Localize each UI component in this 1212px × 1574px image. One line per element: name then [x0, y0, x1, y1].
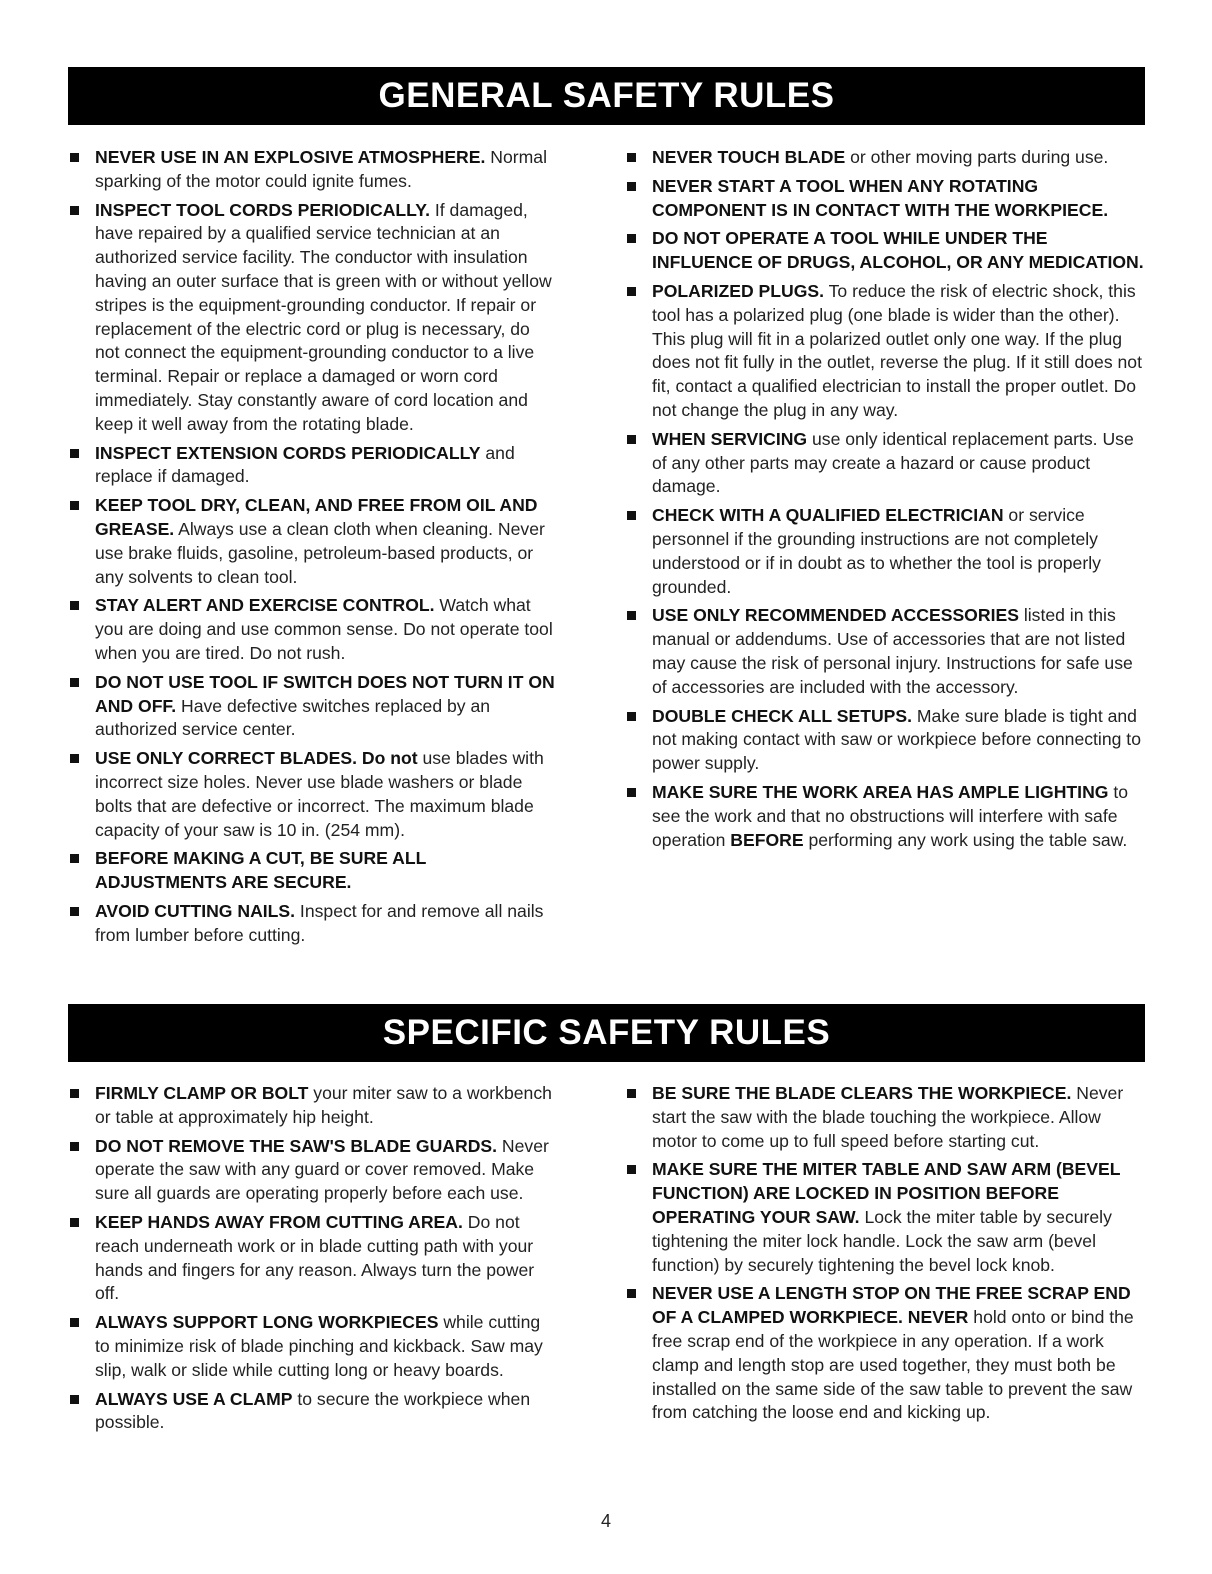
rule-item	[68, 1388, 558, 1436]
rule-item	[68, 594, 558, 665]
rule-text: use blades with incorrect size holes. Never use blade washers or blade bolts that are defective or incorrect. The maximum blade capacity of your saw is 10 in. (254 mm).	[95, 748, 544, 840]
rule-text: Have defective switches replaced by an authorized service center.	[95, 695, 491, 740]
rule-heading: MAKE SURE THE WORK AREA HAS AMPLE LIGHTING	[652, 781, 1109, 802]
rule-item	[625, 1158, 1147, 1277]
rule-text: Do not reach underneath work or in blade cutting path with your hands and fingers for any reason. Always turn the power off.	[95, 1211, 535, 1304]
specific-rules-right-column	[625, 1082, 1147, 1430]
rule-text: Normal sparking of the motor could ignite fumes.	[95, 147, 547, 191]
specific-safety-rules-title: SPECIFIC SAFETY RULES	[382, 1013, 831, 1052]
rule-text: use only identical replacement parts. Use of any other parts may create a hazard or cause product damage.	[652, 428, 1134, 497]
general-safety-rules-banner	[68, 67, 1145, 125]
rule-text: hold onto or bind the free scrap end of the workpiece in any operation. If a work clamp and length stop are used together, they must both be installed on the same side of the saw table to prevent the saw from catching the loose end and kicking up.	[652, 1307, 1134, 1423]
rule-heading: DO NOT REMOVE THE SAW'S BLADE GUARDS.	[95, 1135, 498, 1156]
rule-heading: ALWAYS USE A CLAMP	[95, 1388, 293, 1409]
rule-heading: NEVER USE IN AN EXPLOSIVE ATMOSPHERE.	[95, 147, 486, 167]
rule-heading: FIRMLY CLAMP OR BOLT	[95, 1083, 309, 1103]
rule-item	[625, 504, 1147, 599]
rule-item	[625, 1082, 1147, 1153]
rule-heading: DO NOT USE TOOL IF SWITCH DOES NOT TURN IT ON AND OFF.	[95, 671, 555, 716]
rule-item	[68, 747, 558, 842]
rule-heading: WHEN SERVICING	[652, 428, 808, 449]
rule-item	[68, 1082, 558, 1130]
page-number: 4	[600, 1511, 611, 1531]
rule-text: or other moving parts during use.	[845, 147, 1109, 167]
rule-heading: MAKE SURE THE MITER TABLE AND SAW ARM (BEVEL FUNCTION) ARE LOCKED IN POSITION BEFORE OPERATING YOUR SAW.	[652, 1159, 1121, 1227]
rule-heading: NEVER TOUCH BLADE	[652, 147, 846, 167]
rule-heading: POLARIZED PLUGS.	[652, 280, 825, 301]
general-rules-right-column	[625, 146, 1147, 857]
rule-item	[68, 1211, 558, 1306]
rule-heading: BEFORE MAKING A CUT, BE SURE ALL ADJUSTMENTS ARE SECURE.	[95, 848, 427, 893]
rule-heading: DOUBLE CHECK ALL SETUPS.	[652, 705, 913, 726]
rule-item	[68, 671, 558, 742]
rule-heading: AVOID CUTTING NAILS.	[95, 900, 296, 921]
specific-safety-rules-banner	[68, 1004, 1145, 1062]
rule-heading: STAY ALERT AND EXERCISE CONTROL.	[95, 595, 435, 616]
rule-item	[68, 1135, 558, 1206]
rule-heading: DO NOT OPERATE A TOOL WHILE UNDER THE INFLUENCE OF DRUGS, ALCOHOL, OR ANY MEDICATION.	[652, 228, 1144, 273]
rule-heading: BE SURE THE BLADE CLEARS THE WORKPIECE.	[652, 1083, 1072, 1103]
rule-text: Inspect for and remove all nails from lumber before cutting.	[95, 900, 544, 945]
rule-item	[625, 781, 1147, 852]
rule-item	[625, 428, 1147, 499]
rule-item	[68, 847, 558, 895]
rule-text: Watch what you are doing and use common sense. Do not operate tool when you are tired. Do not rush.	[95, 595, 553, 663]
rule-text: Always use a clean cloth when cleaning. Never use brake fluids, gasoline, petroleum-based products, or any solvents to clean tool.	[95, 518, 545, 587]
rule-text: while cutting to minimize risk of blade pinching and kickback. Saw may slip, walk or slide while cutting long or heavy boards.	[95, 1312, 543, 1380]
rule-item	[68, 442, 558, 490]
rule-item	[68, 1311, 558, 1382]
rule-heading: INSPECT TOOL CORDS PERIODICALLY.	[95, 199, 430, 220]
rule-heading: CHECK WITH A QUALIFIED ELECTRICIAN	[652, 505, 1004, 526]
rule-heading: USE ONLY RECOMMENDED ACCESSORIES	[652, 605, 1019, 626]
rule-item	[68, 146, 558, 194]
rule-heading: KEEP HANDS AWAY FROM CUTTING AREA.	[95, 1211, 463, 1232]
rule-item	[625, 175, 1147, 223]
rule-text: If damaged, have repaired by a qualified service technician at an authorized service facility. The conductor with insulation having an outer surface that is green with or without yellow stripes is the equipment-grounding conductor. If repair or replacement of the electric cord or plug is necessary, do not connect the equipment-grounding conductor to a live terminal. Repair or replace a damaged or worn cord immediately. Stay constantly aware of cord location and keep it well away from the rotating blade.	[95, 199, 552, 434]
rule-text: To reduce the risk of electric shock, this tool has a polarized plug (one blade is wider than the other). This plug will fit in a polarized outlet only one way. If the plug does not fit fully in the outlet, reverse the plug. If it still does not fit, contact a qualified electrician to install the proper outlet. Do not change the plug in any way.	[652, 280, 1142, 420]
rule-item	[625, 280, 1147, 423]
rule-text: Never operate the saw with any guard or cover removed. Make sure all guards are operating properly before each use.	[95, 1135, 549, 1204]
rule-text: Make sure blade is tight and not making contact with saw or workpiece before connecting to power supply.	[652, 705, 1141, 774]
general-safety-rules-title: GENERAL SAFETY RULES	[378, 76, 835, 115]
rule-item	[625, 227, 1147, 275]
rule-text: to see the work and that no obstructions will interfere with safe operation	[652, 781, 1129, 850]
rule-item	[625, 1282, 1147, 1425]
rule-text: your miter saw to a workbench or table at approximately hip height.	[95, 1083, 552, 1127]
rule-item	[625, 604, 1147, 699]
rule-text: performing any work using the table saw.	[803, 829, 1128, 850]
rule-heading: BEFORE	[730, 829, 804, 850]
rule-heading: KEEP TOOL DRY, CLEAN, AND FREE FROM OIL AND GREASE.	[95, 495, 538, 539]
rule-heading: NEVER START A TOOL WHEN ANY ROTATING COMPONENT IS IN CONTACT WITH THE WORKPIECE.	[652, 175, 1109, 220]
specific-rules-left-column	[68, 1082, 558, 1440]
rule-item	[68, 199, 558, 437]
rule-text: or service personnel if the grounding instructions are not completely understood or if in doubt as to whether the tool is properly grounded.	[652, 505, 1101, 597]
rule-text: to secure the workpiece when possible.	[95, 1388, 531, 1433]
rule-item	[68, 900, 558, 948]
rule-item	[625, 146, 1147, 170]
rule-text: Never start the saw with the blade touching the workpiece. Allow motor to come up to full speed before starting cut.	[652, 1083, 1124, 1151]
rule-heading: ALWAYS SUPPORT LONG WORKPIECES	[95, 1312, 439, 1333]
rule-text: listed in this manual or addendums. Use of accessories that are not listed may cause the risk of personal injury. Instructions for safe use of accessories are included with the accessory.	[652, 605, 1133, 697]
rule-text: Lock the miter table by securely tightening the miter lock handle. Lock the saw arm (bevel function) by securely tightening the bevel lock knob.	[652, 1206, 1112, 1275]
rule-text: and replace if damaged.	[95, 442, 515, 487]
rule-heading: USE ONLY CORRECT BLADES. Do not	[95, 748, 418, 769]
rule-heading: INSPECT EXTENSION CORDS PERIODICALLY	[95, 442, 481, 463]
general-rules-left-column	[68, 146, 558, 953]
rule-heading: NEVER USE A LENGTH STOP ON THE FREE SCRAP END OF A CLAMPED WORKPIECE. NEVER	[652, 1283, 1131, 1328]
rule-item	[68, 494, 558, 589]
rule-item	[625, 705, 1147, 776]
